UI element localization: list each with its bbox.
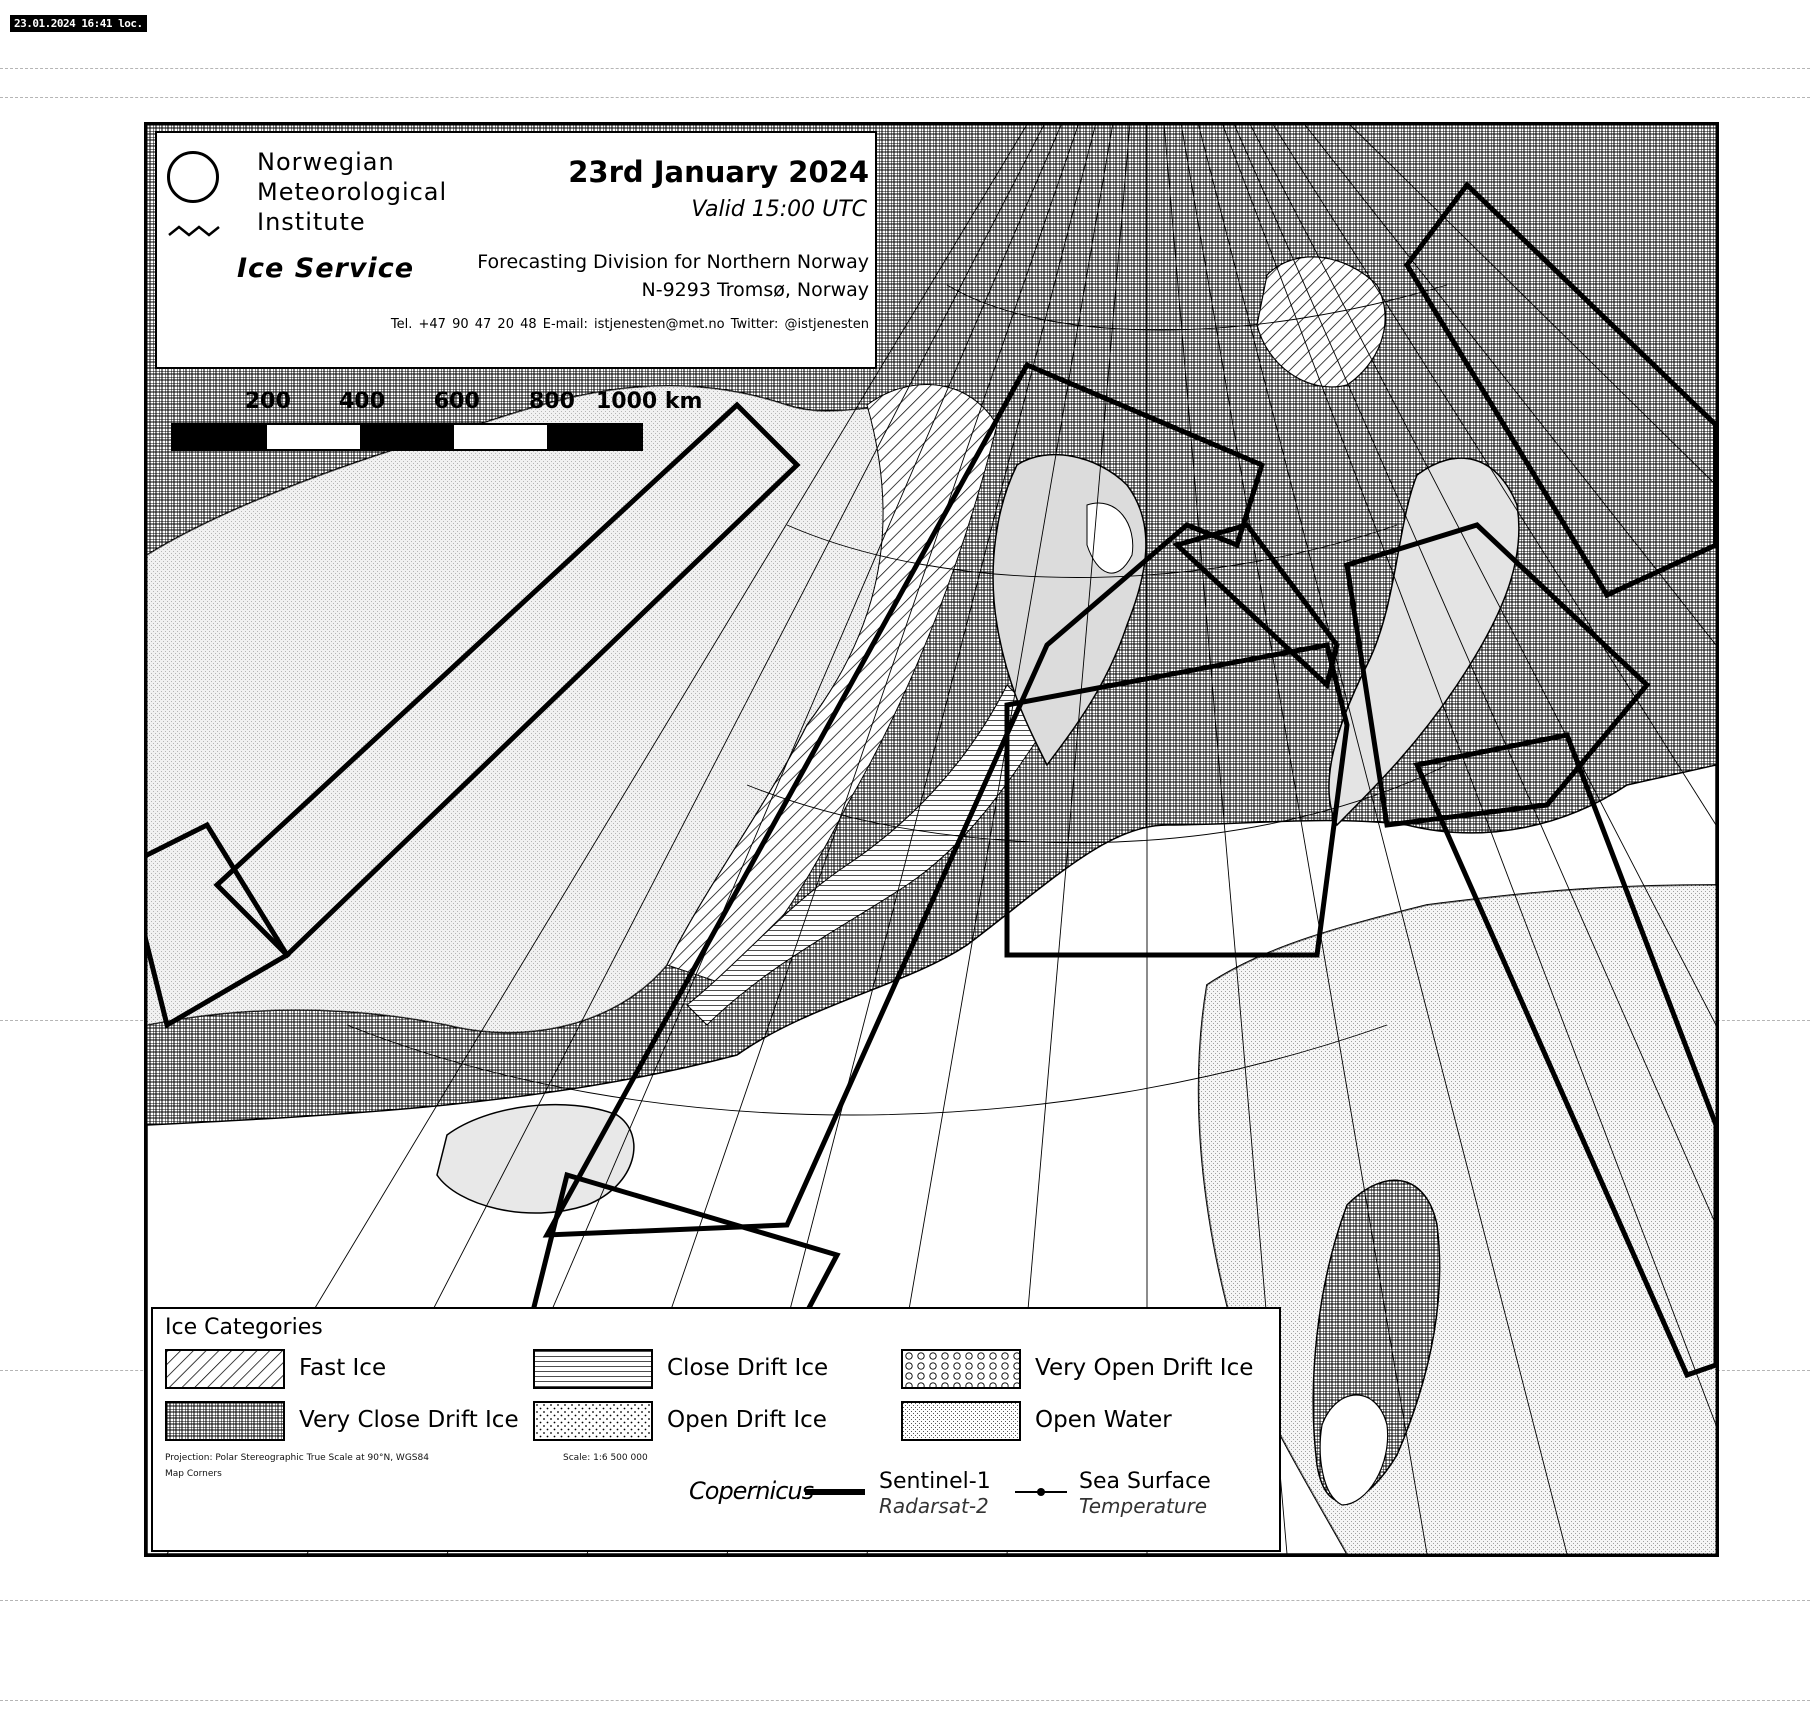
address: N-9293 Tromsø, Norway (641, 279, 869, 301)
legend-label-open-drift-ice: Open Drift Ice (667, 1407, 827, 1433)
met-logo-wave-icon (167, 221, 227, 241)
legend-title: Ice Categories (165, 1315, 323, 1340)
map-corners-label: Map Corners (165, 1469, 222, 1479)
scan-line (0, 1600, 1810, 1601)
scale-label: 400 (339, 389, 385, 414)
fax-timestamp: 23.01.2024 16:41 loc. (10, 15, 147, 32)
forecasting-division: Forecasting Division for Northern Norway (477, 251, 869, 273)
met-logo-circle-icon (167, 151, 219, 203)
close-drift-ice-swatch (533, 1349, 653, 1389)
radarsat-label: Radarsat-2 (879, 1494, 989, 1518)
legend-label-very-open-drift-ice: Very Open Drift Ice (1035, 1355, 1254, 1381)
open-drift-ice-swatch (533, 1401, 653, 1441)
copernicus-logo: Copernicus (689, 1477, 814, 1505)
institute-name-line-1: Norwegian (257, 148, 395, 176)
sentinel-line-key-icon (803, 1487, 867, 1497)
sst-label-line-1: Sea Surface (1079, 1469, 1211, 1494)
scale-label: 200 (245, 389, 291, 414)
ice-chart-map (144, 122, 1719, 1557)
open-water-swatch (901, 1401, 1021, 1441)
ice-service-title: Ice Service (237, 253, 415, 284)
scan-line (0, 68, 1810, 69)
scale-label: 1000 km (596, 389, 703, 414)
scale-note: Scale: 1:6 500 000 (563, 1453, 648, 1463)
scale-label: 800 (529, 389, 575, 414)
sst-key (1079, 1469, 1211, 1518)
valid-time: Valid 15:00 UTC (691, 197, 867, 222)
scan-line (0, 1700, 1810, 1701)
sst-line-key-icon (1013, 1485, 1069, 1499)
legend-label-close-drift-ice: Close Drift Ice (667, 1355, 829, 1381)
scale-bar (171, 423, 643, 451)
ice-categories-legend (151, 1307, 1281, 1552)
very-close-drift-ice-swatch (165, 1401, 285, 1441)
legend-label-open-water: Open Water (1035, 1407, 1172, 1433)
scan-line (0, 97, 1810, 98)
scale-label: 600 (434, 389, 480, 414)
legend-label-fast-ice: Fast Ice (299, 1355, 387, 1381)
sentinel-key (879, 1469, 991, 1518)
legend-label-very-close-drift-ice: Very Close Drift Ice (299, 1407, 519, 1433)
projection-note: Projection: Polar Stereographic True Scale at 90°N, WGS84 (165, 1453, 429, 1463)
fast-ice-swatch (165, 1349, 285, 1389)
contact-info: Tel. +47 90 47 20 48 E-mail: istjenesten@met.no Twitter: @istjenesten (390, 317, 869, 332)
institute-name-line-2: Meteorological (257, 178, 448, 206)
sentinel-label: Sentinel-1 (879, 1469, 991, 1494)
very-open-drift-ice-swatch (901, 1349, 1021, 1389)
chart-header (155, 131, 877, 369)
chart-date: 23rd January 2024 (568, 155, 869, 189)
institute-name-line-3: Institute (257, 208, 366, 236)
sst-label-line-2: Temperature (1079, 1494, 1208, 1518)
